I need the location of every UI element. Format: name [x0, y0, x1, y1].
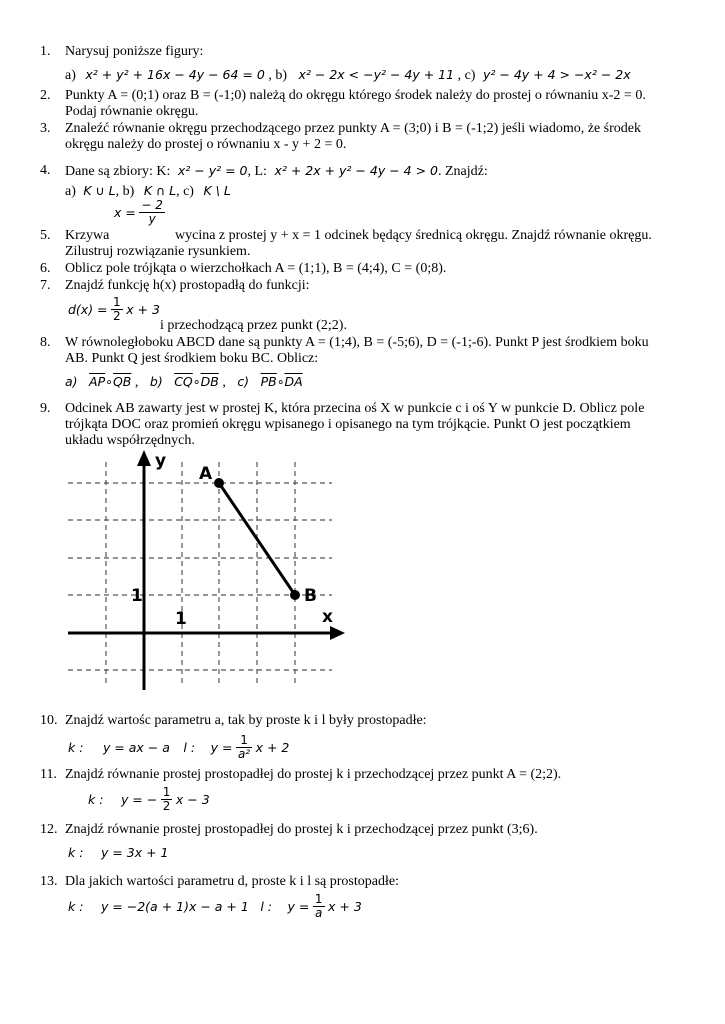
line-k-lhs: y = − — [120, 792, 158, 807]
fraction-numerator: 1 — [113, 295, 121, 309]
label-c: , c) — [176, 184, 194, 199]
item-13-equations — [68, 893, 362, 920]
separator: , — [134, 375, 139, 390]
item-12-number: 12. — [40, 822, 58, 837]
item-13-number: 13. — [40, 874, 58, 889]
point-b — [290, 590, 300, 600]
line-k-label: k : — [68, 845, 84, 860]
item-12-text: Znajdź równanie prostej prostopadłej do prostej k i przechodzącej przez punkt (3;6). — [65, 822, 538, 837]
union-expr: K ∪ L — [83, 183, 116, 198]
y-axis-arrow — [137, 450, 151, 466]
item-10-number: 10. — [40, 713, 58, 728]
item-2-line2: Podaj równanie okręgu. — [65, 104, 199, 119]
fraction-denominator: a² — [237, 747, 251, 761]
item-11-equation — [88, 786, 210, 813]
x-axis-arrow — [330, 626, 345, 640]
item-6-text: Oblicz pole trójkąta o wierzchołkach A = (1;1), B = (4;4), C = (0;8). — [65, 261, 447, 276]
line-l-label: l : — [183, 740, 196, 755]
item-8-line1: W równoległoboku ABCD dane są punkty A = (1;4), B = (-5;6), D = (-1;-6). Punkt P jest środkiem boku — [65, 335, 649, 350]
item-1-text: Narysuj poniższe figury: — [65, 44, 204, 59]
function-d-lhs: d(x) = — [68, 302, 108, 317]
item-4-post: . Znajdź: — [437, 164, 488, 179]
line-k-fraction — [161, 786, 173, 813]
line-k-equation: y = −2(a + 1)x − a + 1 — [100, 899, 249, 914]
point-a-label: A — [199, 464, 213, 484]
curve-denominator: y — [148, 212, 156, 226]
equation-1a: x² + y² + 16x − 4y − 64 = 0 — [85, 67, 265, 82]
line-l-lhs: y = — [210, 740, 233, 755]
item-10-equations — [68, 734, 289, 761]
vector-qb: $\overline{QB}$ — [112, 374, 132, 389]
line-k-label: k : — [68, 740, 84, 755]
line-k-equation: y = 3x + 1 — [100, 845, 169, 860]
dot-operator: ∘ — [276, 374, 285, 389]
grid — [68, 462, 332, 686]
item-3-number: 3. — [40, 121, 51, 136]
line-k-equation: y = ax − a — [102, 740, 170, 755]
item-11-number: 11. — [40, 767, 57, 782]
point-a — [214, 478, 224, 488]
set-k-equation: x² − y² = 0 — [177, 163, 248, 178]
vector-pb: $\overline{PB}$ — [260, 374, 277, 389]
line-l-fraction — [313, 893, 325, 920]
item-4-pre: Dane są zbiory: K: — [65, 164, 171, 179]
fraction-numerator: 1 — [236, 734, 252, 748]
item-1-number: 1. — [40, 44, 51, 59]
vector-da: $\overline{DA}$ — [284, 374, 303, 389]
item-10-text: Znajdź wartośc parametru a, tak by proste k i l były prostopadłe: — [65, 713, 427, 728]
y-tick-label: 1 — [131, 586, 143, 606]
item-2-number: 2. — [40, 88, 51, 103]
vector-ap: $\overline{AP}$ — [89, 374, 106, 389]
line-l-rhs: x + 3 — [328, 899, 362, 914]
item-9-line3: układu współrzędnych. — [65, 433, 195, 448]
line-l-lhs: y = — [287, 899, 310, 914]
equation-1c: y² − 4y + 4 > −x² − 2x — [482, 67, 631, 82]
item-3-line1: Znaleźć równanie okręgu przechodzącego przez punkty A = (3;0) i B = (-1;2) jeśli wiadomo, że środek — [65, 121, 641, 136]
item-5-line1: wycina z prostej y + x = 1 odcinek będący średnicą okręgu. Znajdź równanie okręgu. — [175, 228, 652, 243]
line-k-label: k : — [88, 792, 104, 807]
label-c: c) — [237, 374, 250, 389]
fraction-numerator: 1 — [162, 785, 171, 799]
label-a: a) — [65, 68, 76, 83]
dot-operator: ∘ — [105, 374, 113, 389]
item-4-mid: , L: — [247, 164, 267, 179]
line-k-rhs: x − 3 — [175, 792, 210, 807]
item-6-number: 6. — [40, 261, 51, 276]
label-a: a) — [65, 374, 78, 389]
equation-1b: x² − 2x < −y² − 4y + 11 — [298, 67, 455, 82]
fraction-numerator: 1 — [314, 892, 323, 906]
line-k-label: k : — [68, 899, 84, 914]
curve-numerator: − 2 — [141, 198, 163, 212]
item-13-text: Dla jakich wartości parametru d, proste k i l są prostopadłe: — [65, 874, 399, 889]
item-5-pre: Krzywa — [65, 228, 110, 243]
item-11-text: Znajdź równanie prostej prostopadłej do prostej k i przechodzącej przez punkt A = (2;2). — [65, 767, 562, 782]
intersection-expr: K ∩ L — [143, 183, 177, 198]
line-l-label: l : — [260, 899, 272, 914]
label-b: b) — [149, 374, 163, 389]
fraction-denominator: 2 — [162, 799, 171, 813]
label-c: , c) — [457, 68, 476, 83]
vector-db: $\overline{DB}$ — [200, 374, 219, 389]
label-b: , b) — [115, 184, 135, 199]
item-12-equation — [68, 845, 168, 862]
item-8-number: 8. — [40, 335, 51, 350]
difference-expr: K \ L — [203, 183, 231, 198]
line-l-rhs: x + 2 — [255, 740, 290, 755]
x-tick-label: 1 — [175, 609, 187, 629]
vector-cq: $\overline{CQ}$ — [174, 374, 193, 389]
fraction-denominator: a — [315, 906, 323, 920]
item-2-line1: Punkty A = (0;1) oraz B = (-1;0) należą do okręgu którego środek należy do prostej o równaniu x-2 = 0. — [65, 88, 646, 103]
label-b: , b) — [268, 68, 287, 83]
item-3-line2: okręgu należy do prostej o równaniu x - y + 2 = 0. — [65, 137, 347, 152]
dot-operator: ∘ — [192, 374, 201, 389]
fraction-denominator: 2 — [113, 309, 121, 323]
line-l-fraction — [236, 734, 252, 761]
item-7-post: i przechodzącą przez punkt (2;2). — [160, 318, 347, 333]
function-d-rhs: x + 3 — [126, 302, 160, 317]
item-5-line2: Zilustruj rozwiązanie rysunkiem. — [65, 244, 251, 259]
item-4-number: 4. — [40, 163, 51, 178]
item-7-text: Znajdź funkcję h(x) prostopadłą do funkcji: — [65, 278, 310, 293]
item-5-number: 5. — [40, 228, 51, 243]
curve-lhs: x = — [114, 205, 136, 220]
y-axis-label: y — [155, 451, 167, 471]
item-9-number: 9. — [40, 401, 51, 416]
item-9-line1: Odcinek AB zawarty jest w prostej K, która przecina oś X w punkcie c i oś Y w punkcie D. Oblicz pole — [65, 401, 645, 416]
item-8-line2: AB. Punkt Q jest środkiem boku BC. Oblicz: — [65, 351, 319, 366]
x-axis-label: x — [322, 607, 333, 627]
set-l-equation: x² + 2x + y² − 4y − 4 > 0 — [274, 163, 438, 178]
item-7-number: 7. — [40, 278, 51, 293]
point-b-label: B — [304, 586, 317, 606]
item-9-line2: trójkąta DOC oraz promień okręgu wpisanego i opisanego na tym trójkącie. Punkt O jest początkiem — [65, 417, 631, 432]
separator: , — [222, 375, 226, 390]
label-a: a) — [65, 184, 76, 199]
